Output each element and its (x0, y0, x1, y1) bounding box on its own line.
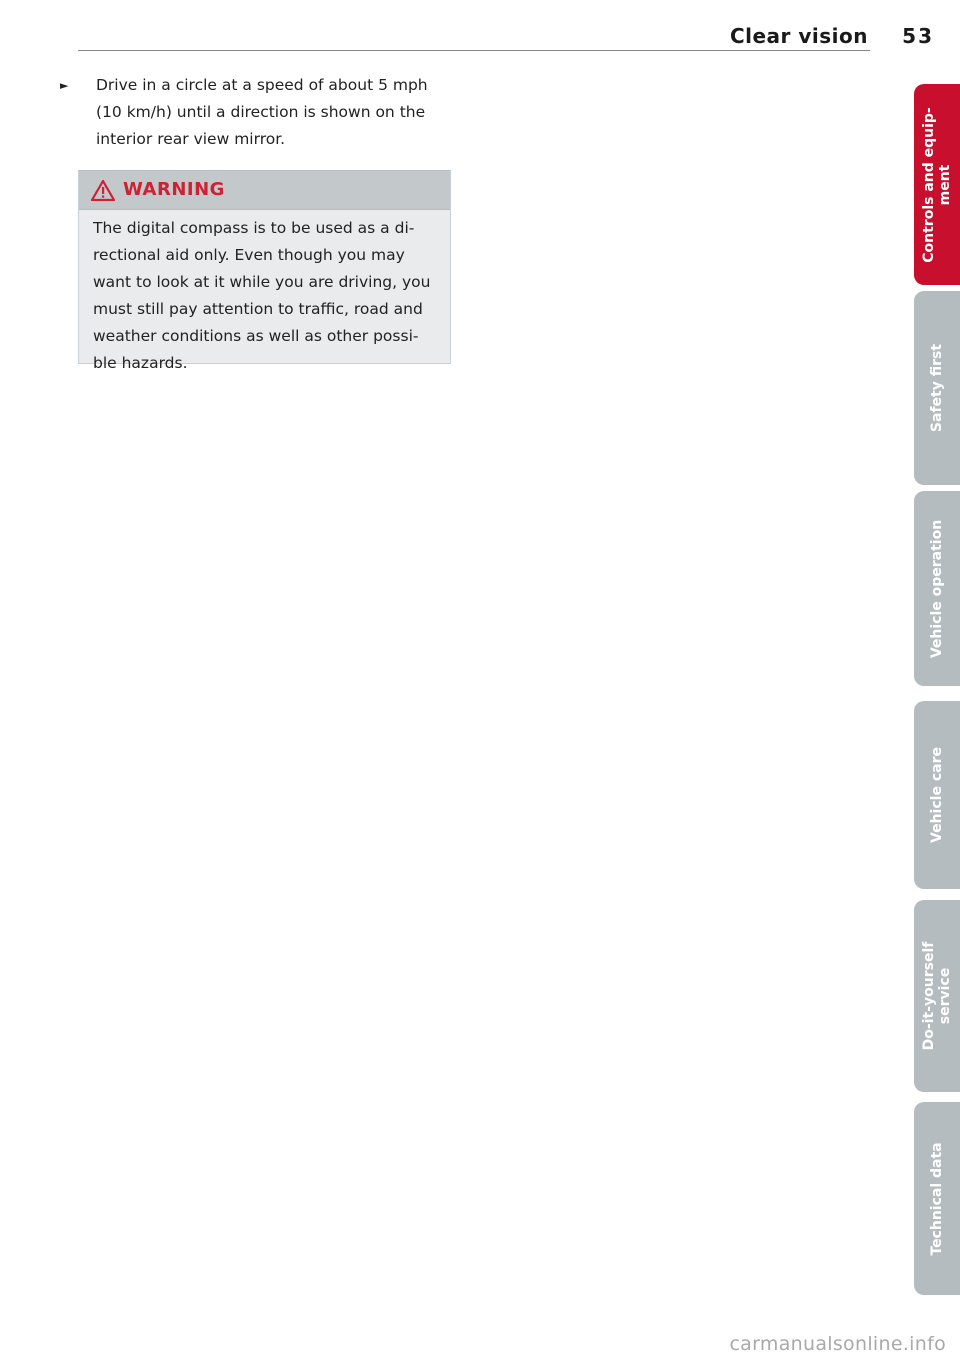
section-title: Clear vision (729, 24, 868, 48)
footer-watermark: carmanualsonline.info (729, 1333, 946, 1355)
warning-line: must still pay attention to traffic, road and (93, 300, 423, 318)
warning-header (79, 171, 450, 210)
warning-box (78, 170, 451, 372)
tab-label: Vehicle operation (929, 519, 945, 658)
tab-label: Do-it-yourself (921, 941, 937, 1051)
tab-label: Technical data (929, 1141, 945, 1256)
chapter-tab-vehicle-operation[interactable] (914, 491, 960, 686)
warning-line: want to look at it while you are driving, you (93, 273, 431, 291)
warning-triangle-icon (91, 179, 115, 201)
chapter-tab-diy-service[interactable] (914, 900, 960, 1092)
instruction-step (60, 72, 458, 153)
step-text: Drive in a circle at a speed of about 5 mph (10 km/h) until a direction is shown on the interior rear view mirror. (96, 76, 428, 148)
warning-line: weather conditions as well as other possi- (93, 327, 419, 345)
header-rule (78, 50, 870, 51)
page-number: 53 (902, 24, 934, 48)
warning-line: ble hazards. (93, 354, 188, 372)
chapter-tab-safety[interactable] (914, 291, 960, 485)
tab-label: Safety first (929, 343, 945, 433)
tab-label: service (937, 967, 953, 1025)
tab-label: ment (937, 164, 953, 205)
chapter-tab-vehicle-care[interactable] (914, 701, 960, 889)
tab-label: Controls and equip- (921, 106, 937, 263)
warning-body (93, 215, 445, 377)
step-bullet-icon: ► (60, 79, 69, 92)
tab-label: Vehicle care (929, 747, 945, 843)
chapter-tab-technical-data[interactable] (914, 1102, 960, 1295)
warning-title: WARNING (123, 179, 225, 200)
chapter-tab-controls[interactable] (914, 84, 960, 285)
warning-line: rectional aid only. Even though you may (93, 246, 405, 264)
warning-line: The digital compass is to be used as a di- (93, 219, 415, 237)
